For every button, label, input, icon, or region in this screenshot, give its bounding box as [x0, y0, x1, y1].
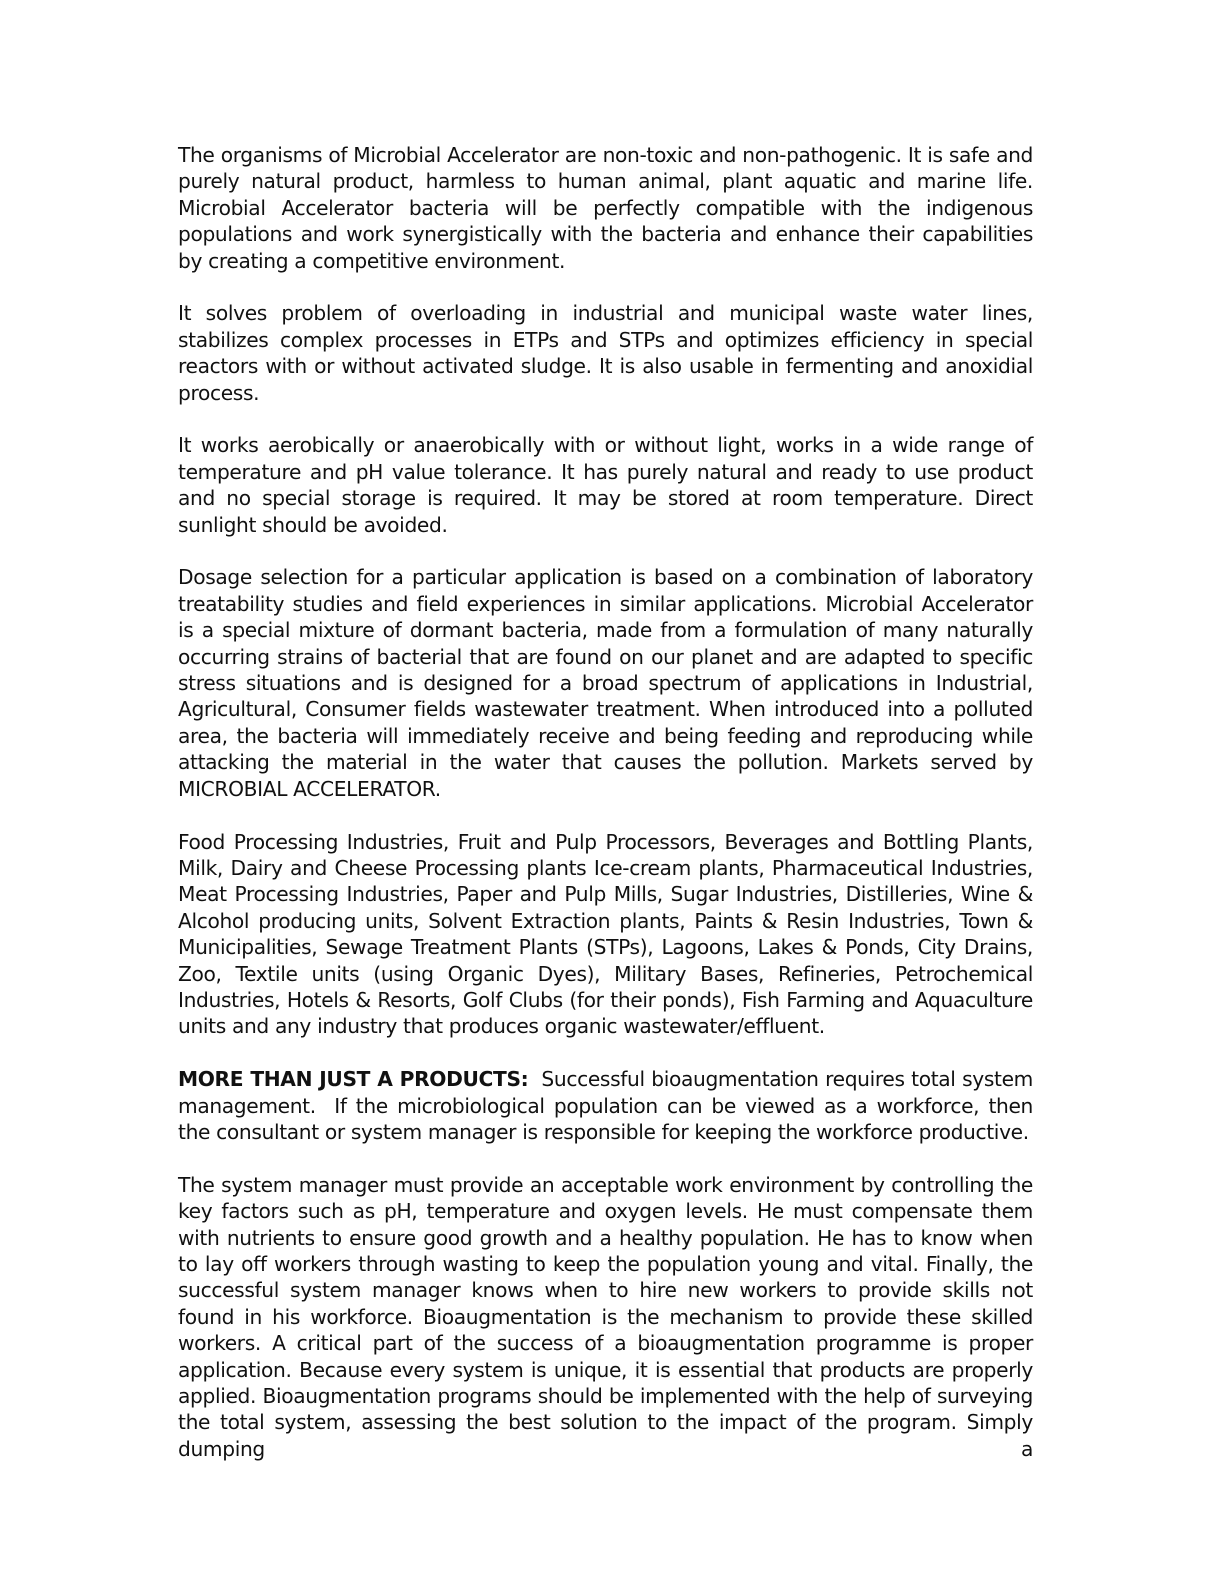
- paragraph-overloading: [178, 300, 1033, 406]
- document-page: [178, 142, 1040, 1489]
- paragraph-text: It works aerobically or anaerobically with or without light, works in a wide range of temperature and pH value tolerance. It has purely natural and ready to use product and no special storage is required. It may be stored at room temperature. Direct sunlight should be avoided.: [178, 433, 1033, 537]
- paragraph-text: It solves problem of overloading in industrial and municipal waste water lines, stabilizes complex processes in ETPs and STPs and optimizes efficiency in special reactors with or without activated sludge. It is also usable in fermenting and anoxidial process.: [178, 301, 1033, 405]
- paragraph-text: The system manager must provide an acceptable work environment by controlling the key factors such as pH, temperature and oxygen levels. He must compensate them with nutrients to ensure good growth and a healthy population. He has to know when to lay off workers through wasting to keep the population young and vital. Finally, the successful system manager knows when to hire new workers to provide skills not found in his workforce. Bioaugmentation is the mechanism to provide these skilled workers. A critical part of the success of a bioaugmentation programme is proper application. Because every system is unique, it is essential that products are properly applied. Bioaugmentation programs should be implemented with the help of surveying the total system, assessing the best solution to the impact of the program. Simply dumping a: [178, 1172, 1033, 1461]
- paragraph-markets-served: [178, 829, 1033, 1040]
- paragraph-text: Successful bioaugmentation requires total system management. If the microbiological population can be viewed as a workforce, then the consultant or system manager is responsible for keeping the workforce productive.: [178, 1067, 1040, 1144]
- paragraph-dosage-selection: [178, 564, 1033, 802]
- section-heading: MORE THAN JUST A PRODUCTS:: [178, 1067, 529, 1092]
- paragraph-text: The organisms of Microbial Accelerator are non-toxic and non-pathogenic. It is safe and purely natural product, harmless to human animal, plant aquatic and marine life. Microbial Accelerator bacteria will be perfectly compatible with the indigenous populations and work synergistically with the bacteria and enhance their capabilities by creating a competitive environment.: [178, 143, 1033, 273]
- paragraph-text: Dosage selection for a particular application is based on a combination of laboratory treatability studies and field experiences in similar applications. Microbial Accelerator is a special mixture of dormant bacteria, made from a formulation of many naturally occurring strains of bacterial that are found on our planet and are adapted to specific stress situations and is designed for a broad spectrum of applications in Industrial, Agricultural, Consumer fields wastewater treatment. When introduced into a polluted area, the bacteria will immediately receive and being feeding and reproducing while attacking the material in the water that causes the pollution. Markets served by MICROBIAL ACCELERATOR.: [178, 565, 1033, 801]
- paragraph-text: Food Processing Industries, Fruit and Pulp Processors, Beverages and Bottling Plants, Milk, Dairy and Cheese Processing plants Ice-cream plants, Pharmaceutical Industries, Meat Processing Industries, Paper and Pulp Mills, Sugar Industries, Distilleries, Wine & Alcohol producing units, Solvent Extraction plants, Paints & Resin Industries, Town & Municipalities, Sewage Treatment Plants (STPs), Lagoons, Lakes & Ponds, City Drains, Zoo, Textile units (using Organic Dyes), Military Bases, Refineries, Petrochemical Industries, Hotels & Resorts, Golf Clubs (for their ponds), Fish Farming and Aquaculture units and any industry that produces organic wastewater/effluent.: [178, 829, 1033, 1039]
- paragraph-more-than-products: [178, 1066, 1040, 1145]
- paragraph-organisms-safety: [178, 142, 1033, 274]
- paragraph-system-manager: [178, 1172, 1033, 1462]
- paragraph-aerobic-storage: [178, 432, 1033, 538]
